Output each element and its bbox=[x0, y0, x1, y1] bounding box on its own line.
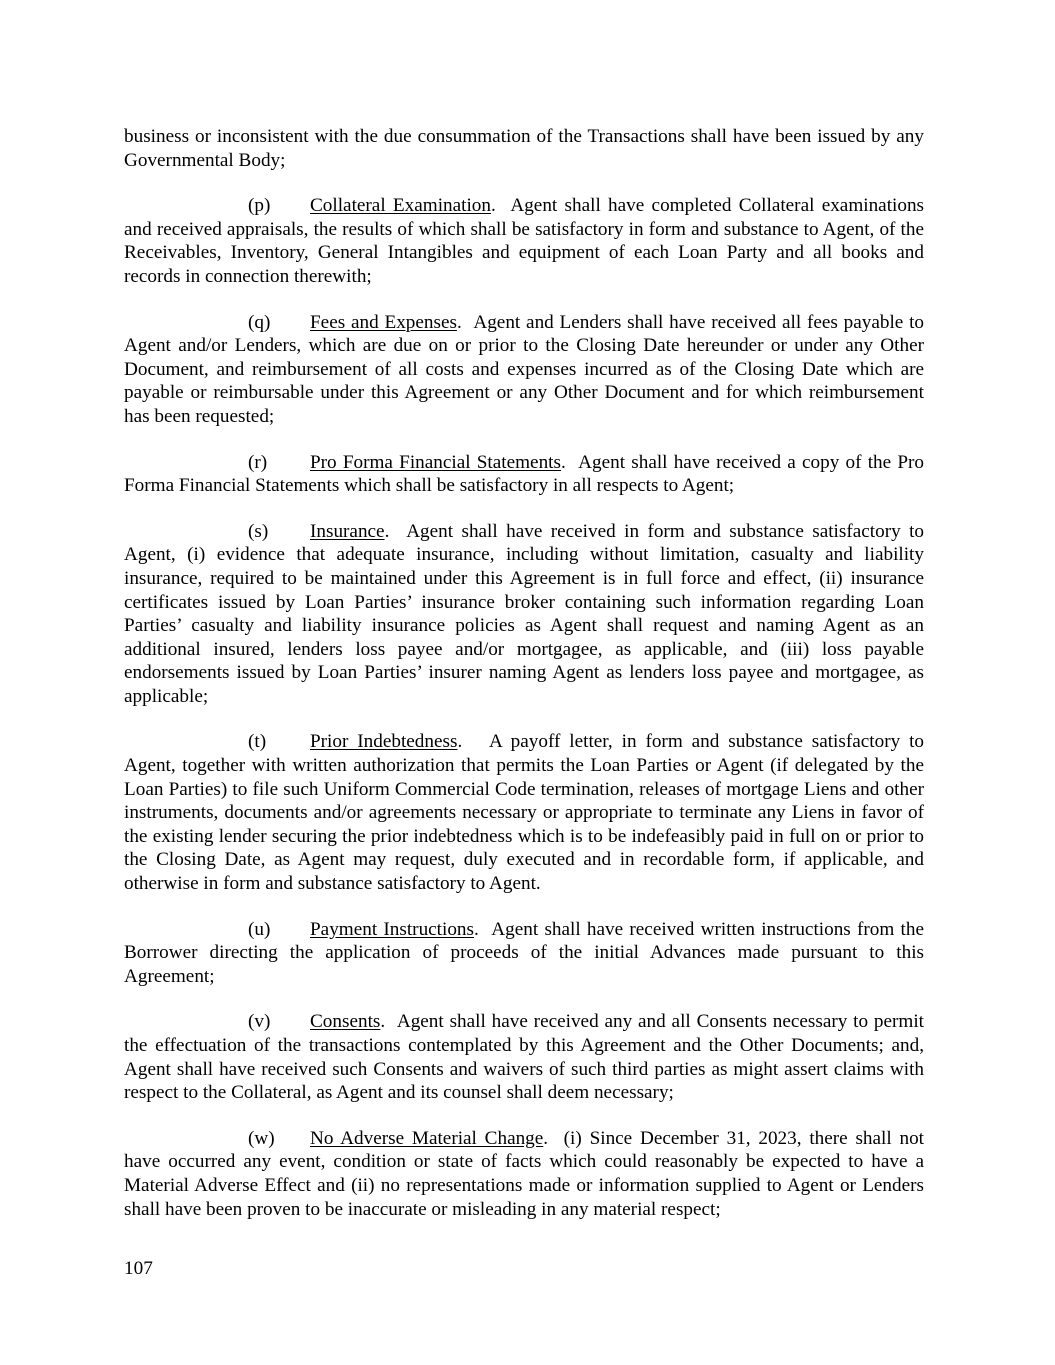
section-title: Collateral Examination bbox=[310, 195, 491, 217]
title-period: . bbox=[560, 451, 579, 473]
section-number: (w) bbox=[248, 1127, 275, 1149]
section-s bbox=[124, 520, 924, 709]
section-body: Agent shall have received any and all Consents necessary to permit the effectuation of the transactions contemplated by this Agreement and the Other Documents; and, Agent shall have received such Consents and waivers of such third parties as might assert claims with respect to the Collateral, as Agent and its counsel shall deem necessary; bbox=[124, 1011, 925, 1104]
section-number: (p) bbox=[248, 195, 271, 217]
title-period: . bbox=[380, 1011, 397, 1033]
section-title: Prior Indebtedness bbox=[310, 731, 458, 753]
section-title: Consents bbox=[310, 1011, 381, 1033]
section-title: Insurance bbox=[310, 520, 385, 542]
section-body: (i) Since December 31, 2023, there shall not have occurred any event, condition or state of facts which could reasonably be expected to have a Material Adverse Effect and (ii) no representations made or information supplied to Agent or Lenders shall have been proven to be inaccurate or misleading in any material respect; bbox=[124, 1127, 924, 1220]
title-period: . bbox=[543, 1127, 564, 1149]
section-title: Fees and Expenses bbox=[310, 311, 457, 333]
section-title: Pro Forma Financial Statements bbox=[310, 451, 561, 473]
section-p bbox=[124, 194, 924, 288]
document-page bbox=[124, 125, 924, 1243]
section-r bbox=[124, 451, 924, 498]
section-body: A payoff letter, in form and substance satisfactory to Agent, together with written authorization that permits the Loan Parties or Agent (if delegated by the Loan Parties) to file such Uniform Commercial Code termination, releases of mortgage Liens and other instruments, documents and/or agreements necessary or appropriate to terminate any Liens in favor of the existing lender securing the prior indebtedness which is to be indefeasibly paid in full on or prior to the Closing Date, as Agent may request, duly executed and in recordable form, if applicable, and otherwise in form and substance satisfactory to Agent. bbox=[124, 731, 924, 895]
section-number: (s) bbox=[248, 520, 269, 542]
title-period: . bbox=[384, 520, 407, 542]
section-t bbox=[124, 730, 924, 895]
section-number: (q) bbox=[248, 311, 271, 333]
page-number: 107 bbox=[124, 1258, 153, 1279]
section-number: (t) bbox=[248, 731, 267, 753]
title-period: . bbox=[457, 731, 489, 753]
section-body: Agent shall have received a copy of the Pro Forma Financial Statements which shall be satisfactory in all respects to Agent; bbox=[124, 451, 925, 497]
intro-paragraph: business or inconsistent with the due consummation of the Transactions shall have been issued by any Governmental Body; bbox=[124, 126, 924, 171]
section-body: Agent shall have completed Collateral examinations and received appraisals, the results of which shall be satisfactory in form and substance to Agent, of the Receivables, Inventory, General Intangibles and equipment of each Loan Party and all books and records in connection therewith; bbox=[124, 195, 925, 287]
section-w bbox=[124, 1127, 924, 1221]
section-body: Agent and Lenders shall have received all fees payable to Agent and/or Lenders, which are due on or prior to the Closing Date hereunder or under any Other Document, and reimbursement of all costs and expenses incurred as of the Closing Date which are payable or reimbursable under this Agreement or any Other Document and for which reimbursement has been requested; bbox=[124, 311, 925, 427]
section-title: Payment Instructions bbox=[310, 918, 474, 940]
section-body: Agent shall have received written instructions from the Borrower directing the application of proceeds of the initial Advances made pursuant to this Agreement; bbox=[124, 918, 924, 987]
title-period: . bbox=[474, 918, 492, 940]
title-period: . bbox=[490, 195, 511, 217]
section-v bbox=[124, 1010, 924, 1104]
title-period: . bbox=[456, 311, 474, 333]
section-q bbox=[124, 311, 924, 429]
section-number: (v) bbox=[248, 1011, 271, 1033]
section-number: (r) bbox=[248, 451, 268, 473]
section-title: No Adverse Material Change bbox=[310, 1127, 544, 1149]
section-u bbox=[124, 918, 924, 989]
section-number: (u) bbox=[248, 918, 271, 940]
section-body: Agent shall have received in form and substance satisfactory to Agent, (i) evidence that adequate insurance, including without limitation, casualty and liability insurance, required to be maintained under this Agreement is in full force and effect, (ii) insurance certificates issued by Loan Parties’ insurance broker containing such information regarding Loan Parties’ casualty and liability insurance policies as Agent shall request and naming Agent as an additional insured, lenders loss payee and/or mortgagee, as applicable, and (iii) loss payable endorsements issued by Loan Parties’ insurer naming Agent as lenders loss payee and mortgagee, as applicable; bbox=[124, 520, 925, 707]
